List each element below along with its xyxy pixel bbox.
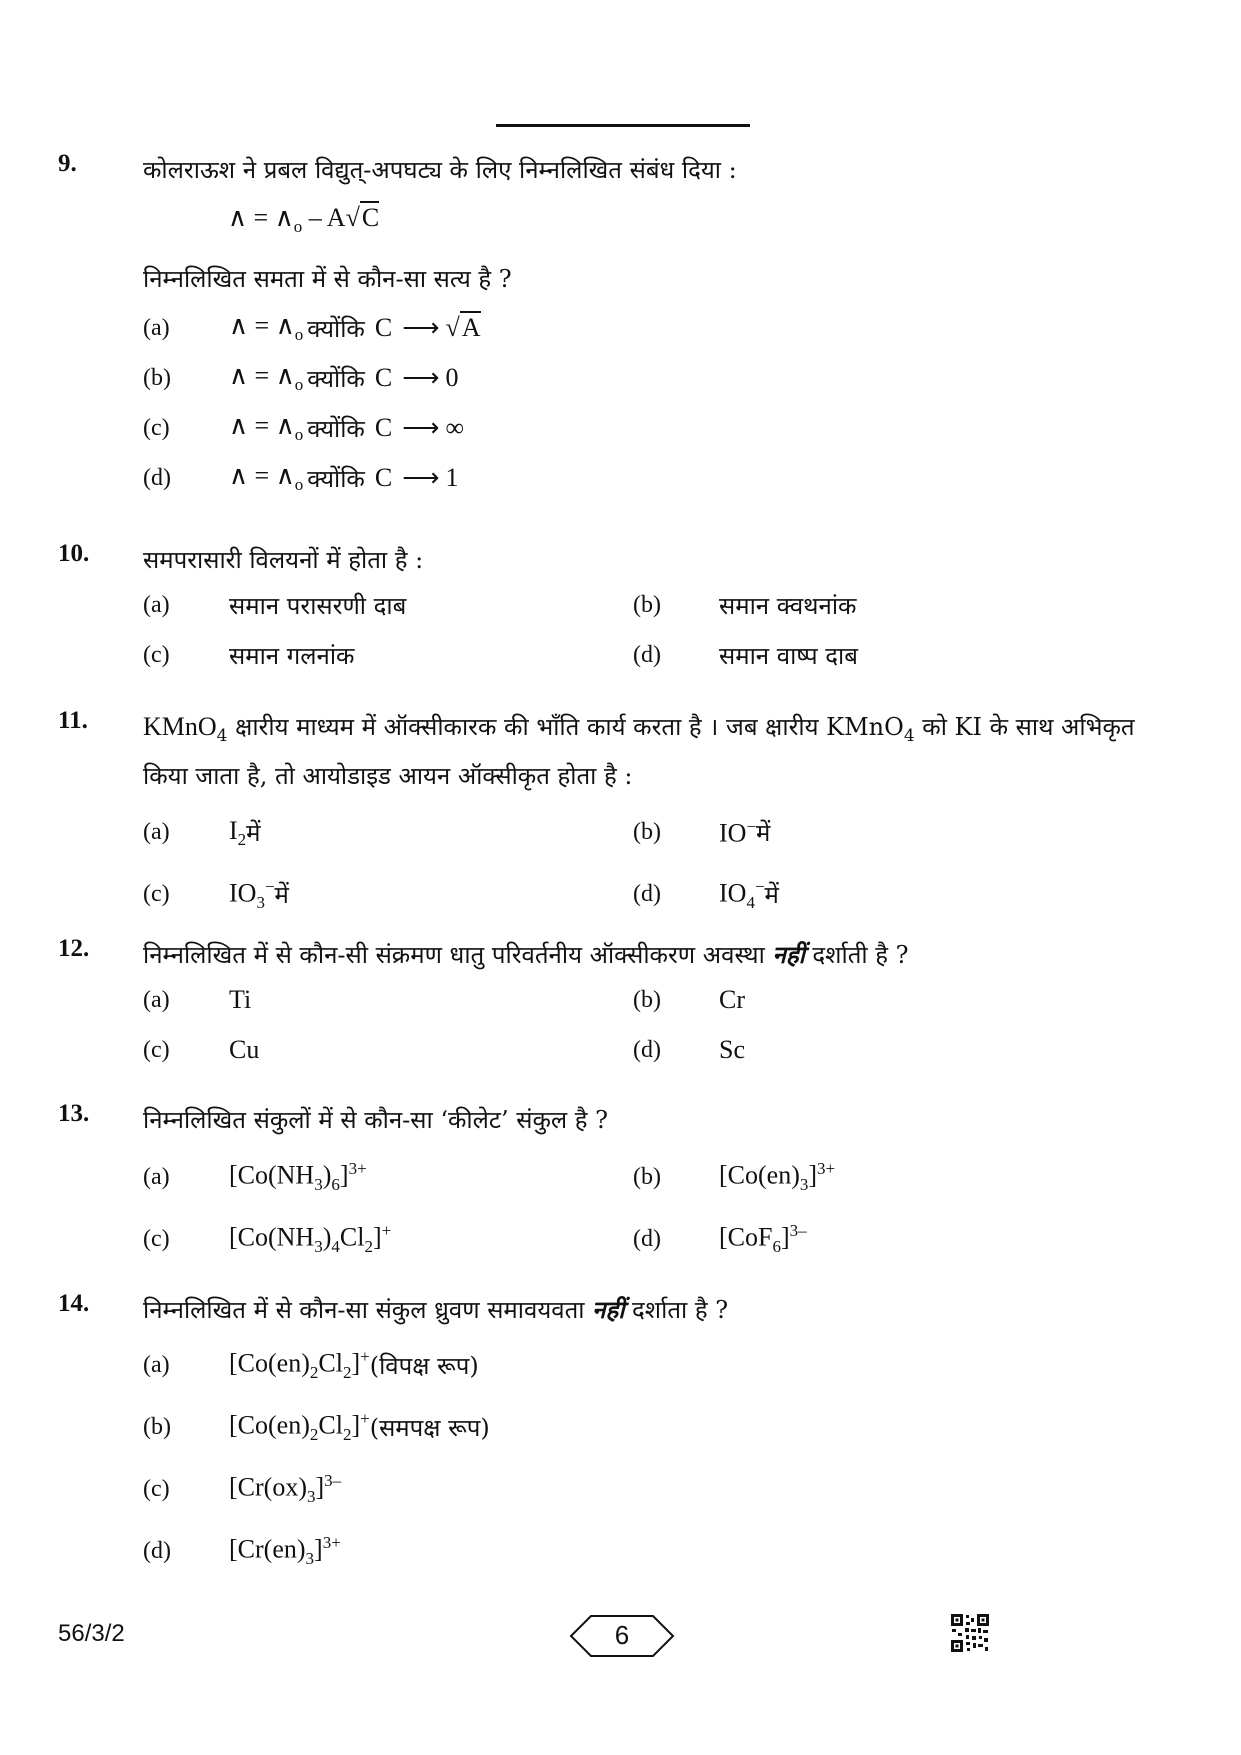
option-d: (d) $IO_4^-$ में <box>633 876 779 912</box>
question-text: निम्नलिखित संकुलों में से कौन-सा ‘कीलेट’ संकुल है ? <box>143 1106 609 1134</box>
option-a: (a) ∧ = $\wedge_o$ क्योंकि C ⟶ √A <box>143 311 481 345</box>
option-b: (b) $[Co(en)_3]^{3+}$ <box>633 1159 836 1194</box>
question-text: कोलराऊश ने प्रबल विद्युत्-अपघट्य के लिए निम्नलिखित संबंध दिया : <box>143 156 737 184</box>
option-a: (a) समान परासरणी दाब <box>143 591 407 620</box>
option-a: (a) $[Co(en)_2Cl_2]^+$ (विपक्ष रूप) <box>143 1347 479 1382</box>
option-b: (b) IO− में <box>633 816 771 848</box>
question-number: 12. <box>58 935 90 962</box>
option-d: (d) समान वाष्प दाब <box>633 641 858 670</box>
question-number: 9. <box>58 150 77 177</box>
page-number: 6 <box>567 1612 677 1660</box>
option-a: (a) $I_2$ में <box>143 815 261 849</box>
question-13 <box>58 1100 1178 1270</box>
question-11 <box>58 707 1178 926</box>
question-14 <box>58 1290 1178 1582</box>
option-a: (a) $[Co(NH_3)_6]^{3+}$ <box>143 1159 367 1194</box>
top-rule <box>496 124 750 127</box>
question-number: 11. <box>58 707 88 734</box>
option-b: (b) समान क्वथनांक <box>633 591 857 620</box>
question-number: 14. <box>58 1290 90 1317</box>
option-d: (d) $[CoF_6]^{3-}$ <box>633 1221 807 1256</box>
option-d: (d) Sc <box>633 1035 745 1064</box>
question-text: KMnO$_4$ क्षारीय माध्यम में ऑक्सीकारक की भाँति कार्य करता है । जब क्षारीय KMnO$_4$ को KI के साथ अभिकृत किया जाता है, तो आयोडाइड आयन ऑक्सीकृत होता है : <box>143 712 1135 790</box>
option-b: (b) Cr <box>633 985 745 1014</box>
option-c: (c) $[Co(NH_3)_4Cl_2]^+$ <box>143 1221 392 1256</box>
question-text: निम्नलिखित में से कौन-सा संकुल ध्रुवण समावयवता नहीं दर्शाता है ? <box>143 1295 729 1324</box>
option-b: (b) ∧ = $\wedge_o$ क्योंकि C ⟶ 0 <box>143 361 459 395</box>
option-c: (c) Cu <box>143 1035 260 1064</box>
option-d: (d) $[Cr(en)_3]^{3+}$ <box>143 1533 341 1568</box>
option-c: (c) $[Cr(ox)_3]^{3-}$ <box>143 1471 342 1506</box>
option-c: (c) $IO_3^-$ में <box>143 876 289 912</box>
option-c: (c) ∧ = $\wedge_o$ क्योंकि C ⟶ ∞ <box>143 411 465 445</box>
question-text: निम्नलिखित में से कौन-सी संक्रमण धातु परिवर्तनीय ऑक्सीकरण अवस्था नहीं दर्शाती है ? <box>143 940 909 969</box>
option-a: (a) Ti <box>143 985 252 1014</box>
option-d: (d) ∧ = $\wedge_o$ क्योंकि C ⟶ 1 <box>143 461 459 495</box>
paper-code: 56/3/2 <box>58 1620 125 1647</box>
question-text: समपरासारी विलयनों में होता है : <box>143 546 424 574</box>
question-number: 10. <box>58 540 90 567</box>
question-number: 13. <box>58 1100 90 1127</box>
question-12 <box>58 935 1178 1075</box>
question-10 <box>58 540 1178 680</box>
qr-code-icon <box>951 1614 989 1652</box>
option-b: (b) $[Co(en)_2Cl_2]^+$ (समपक्ष रूप) <box>143 1409 490 1444</box>
question-9 <box>58 150 1178 503</box>
option-c: (c) समान गलनांक <box>143 641 355 670</box>
kohlrausch-formula: ∧ = $\wedge_o - A√C$ <box>228 203 380 237</box>
question-prompt: निम्नलिखित समता में से कौन-सा सत्य है ? <box>143 265 512 294</box>
